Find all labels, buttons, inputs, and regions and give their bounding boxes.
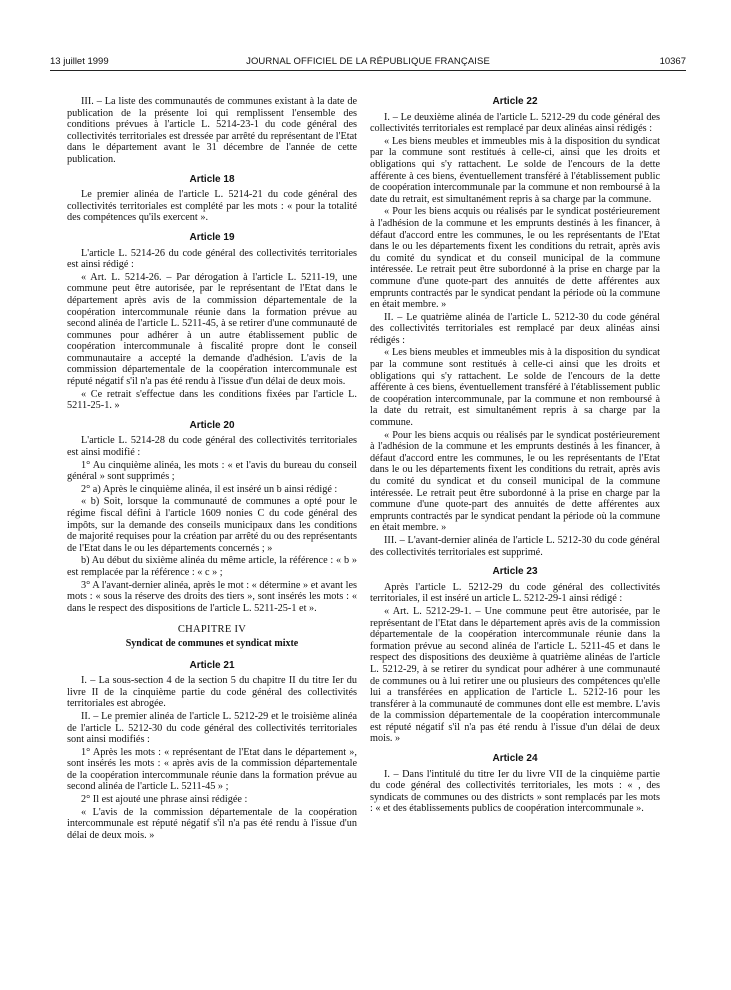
paragraph: « Les biens meubles et immeubles mis à la disposition du syndicat par la commune sont restitués à celle-ci ainsi que les droits et obligations qui s'y rattachent. Le solde de l'encours de la dette afférente à ces biens, éventuellement transféré à l'établissement public de coopération intercommunale, par la commune et non remboursé à la date du retrait, est simultanément repris à sa charge par la commune. [370, 347, 660, 429]
paragraph: II. – Le premier alinéa de l'article L. 5212-29 et le troisième alinéa de l'article L. 5212-30 du code général des collectivités territoriales sont ainsi modifiés : [67, 710, 357, 746]
journal-title: JOURNAL OFFICIEL DE LA RÉPUBLIQUE FRANÇAISE [246, 56, 490, 67]
paragraph: « Pour les biens acquis ou réalisés par le syndicat postérieurement à l'adhésion de la commune et les emprunts destinés à les financer, à défaut d'accord entre les communes, le ou les représentants de l'Etat dans le ou les départements fixent les conditions du retrait, après avis du comité du syndicat et du conseil municipal de la commune intéressée. Le retrait peut être subordonné à la prise en charge par la commune d'une quote-part des annuités de dette afférentes aux emprunts contractés par le syndicat pendant la période où la commune en était membre. » [370, 206, 660, 311]
issue-date: 13 juillet 1999 [50, 56, 109, 67]
paragraph: 1° Après les mots : « représentant de l'Etat dans le département », sont insérés les mots : « après avis de la commission départementale de la coopération intercommunale réunie dans la formation prévue au second alinéa de l'article L. 5211-45 » ; [67, 746, 357, 793]
paragraph: Après l'article L. 5212-29 du code général des collectivités territoriales, il est inséré un article L. 5212-29-1 ainsi rédigé : [370, 581, 660, 605]
article-20-heading: Article 20 [189, 419, 235, 431]
paragraph: Le premier alinéa de l'article L. 5214-21 du code général des collectivités territoriales est complété par les mots : « pour la totalité des compétences qu'ils exercent ». [67, 189, 357, 224]
paragraph: « Ce retrait s'effectue dans les conditions fixées par l'article L. 5211-25-1. » [67, 388, 357, 412]
article-18-heading: Article 18 [189, 173, 235, 185]
paragraph: 2° a) Après le cinquième alinéa, il est inséré un b ainsi rédigé : [81, 483, 338, 495]
paragraph: L'article L. 5214-26 du code général des collectivités territoriales est ainsi rédigé : [67, 247, 357, 271]
paragraph: 3° A l'avant-dernier alinéa, après le mot : « détermine » et avant les mots : « sous la réserve des droits des tiers », sont insérés les mots : « dans le respect des dispositions de l'article L. 5211-25-1 et ». [67, 579, 357, 614]
paragraph: I. – La sous-section 4 de la section 5 du chapitre II du titre Ier du livre II de la cinquième partie du code général des collectivités territoriales est abrogée. [67, 675, 357, 710]
page-number: 10367 [659, 56, 686, 67]
chapter-heading: CHAPITRE IV [177, 624, 247, 636]
paragraph: 2° Il est ajouté une phrase ainsi rédigée : [81, 794, 248, 806]
article-23-heading: Article 23 [492, 566, 538, 578]
paragraph: I. – Le deuxième alinéa de l'article L. 5212-29 du code général des collectivités territoriales est remplacé par deux alinéas ainsi rédigés : [370, 111, 660, 135]
article-22-heading: Article 22 [492, 96, 538, 107]
paragraph: I. – Dans l'intitulé du titre Ier du livre VII de la cinquième partie du code général des collectivités territoriales, les mots : « , des syndicats de communes ou des districts » sont remplacés par les mots : « et des établissements publics de coopération intercommunale ». [370, 768, 660, 815]
paragraph: « Art. L. 5214-26. – Par dérogation à l'article L. 5211-19, une commune peut être autorisée, par le représentant de l'Etat dans le département après avis de la commission départementale de la coopération intercommunale réunie dans la formation prévue au second alinéa de l'article L. 5211-45, à se retirer d'une communauté de communes pour adhérer à un autre établissement public de coopération intercommunale à fiscalité propre dont le conseil communautaire a accepté la demande d'adhésion. L'avis de la commission départementale de la coopération intercommunale est réputé négatif s'il n'a pas été rendu à l'issue d'un délai de deux mois. [67, 271, 357, 388]
paragraph: « Les biens meubles et immeubles mis à la disposition du syndicat par la commune sont restitués à celle-ci, ainsi que les droits et obligations qui s'y rattachent. Le solde de l'encours de la dette afférente à ces biens, éventuellement transféré à l'établissement public de coopération intercommunale par la commune et non remboursé à la date du retrait, est simultanément repris à sa charge par la commune. [370, 135, 660, 205]
right-column [370, 96, 660, 816]
paragraph: « Art. L. 5212-29-1. – Une commune peut être autorisée, par le représentant de l'Etat dans le département après avis de la commission départementale de la coopération intercommunale réunie dans la formation prévue au second alinéa de l'article L. 5211-45 et dans le respect des dispositions des deuxième à quatrième alinéas de l'article L. 5212-29, à se retirer du syndicat pour adhérer à une communauté de communes ou à lui retirer une ou plusieurs des compétences qu'elle lui a transférées en application de l'article L. 5212-16 pour les transférer à la communauté de communes dont elle est membre. L'avis de la commission départementale de la coopération intercommunale est réputé négatif s'il n'a pas été rendu à l'issue d'un délai de deux mois. » [370, 605, 660, 745]
article-24-heading: Article 24 [492, 753, 538, 765]
paragraph: L'article L. 5214-28 du code général des collectivités territoriales est ainsi modifié : [67, 435, 357, 459]
paragraph: III. – La liste des communautés de communes existant à la date de publication de la présente loi qui remplissent l'ensemble des conditions prévues à l'article L. 5214-23-1 du code général des collectivités territoriales est dressée par arrêté du représentant de l'Etat dans le département avant le 31 décembre de l'année de cette publication. [67, 96, 357, 165]
paragraph: « b) Soit, lorsque la communauté de communes a opté pour le régime fiscal défini à l'article 1609 nonies C du code général des impôts, sur la demande des conseils municipaux dans les conditions de majorité requises pour la création par arrêté du ou des représentants de l'Etat dans le ou les départements concernés ; » [67, 496, 357, 554]
article-19-heading: Article 19 [189, 231, 235, 243]
header-rule [50, 70, 686, 71]
paragraph: III. – L'avant-dernier alinéa de l'article L. 5212-30 du code général des collectivités territoriales est supprimé. [370, 534, 660, 558]
paragraph: « Pour les biens acquis ou réalisés par le syndicat postérieurement à l'adhésion de la commune et les emprunts destinés à les financer, à défaut d'accord entre les communes, le ou les représentants de l'Etat dans le ou les départements fixent les conditions du retrait, après avis du comité du syndicat et du conseil municipal de la commune intéressée. Le retrait peut être subordonné à la prise en charge par la commune d'une quote-part des annuités de dette afférentes aux emprunts contractés par le syndicat pendant la période où la commune en était membre. » [370, 429, 660, 534]
left-column [67, 96, 357, 842]
paragraph: « L'avis de la commission départementale de la coopération intercommunale est réputé négatif s'il n'a pas été rendu à l'issue d'un délai de deux mois. » [67, 806, 357, 841]
article-21-heading: Article 21 [189, 659, 235, 671]
paragraph: 1° Au cinquième alinéa, les mots : « et l'avis du bureau du conseil général » sont supprimés ; [67, 459, 357, 483]
page-header [50, 56, 686, 70]
paragraph: b) Au début du sixième alinéa du même article, la référence : « b » est remplacée par la référence : « c » ; [67, 555, 357, 578]
paragraph: II. – Le quatrième alinéa de l'article L. 5212-30 du code général des collectivités territoriales est remplacé par deux alinéas ainsi rédigés : [370, 311, 660, 346]
chapter-subtitle: Syndicat de communes et syndicat mixte [125, 637, 299, 649]
